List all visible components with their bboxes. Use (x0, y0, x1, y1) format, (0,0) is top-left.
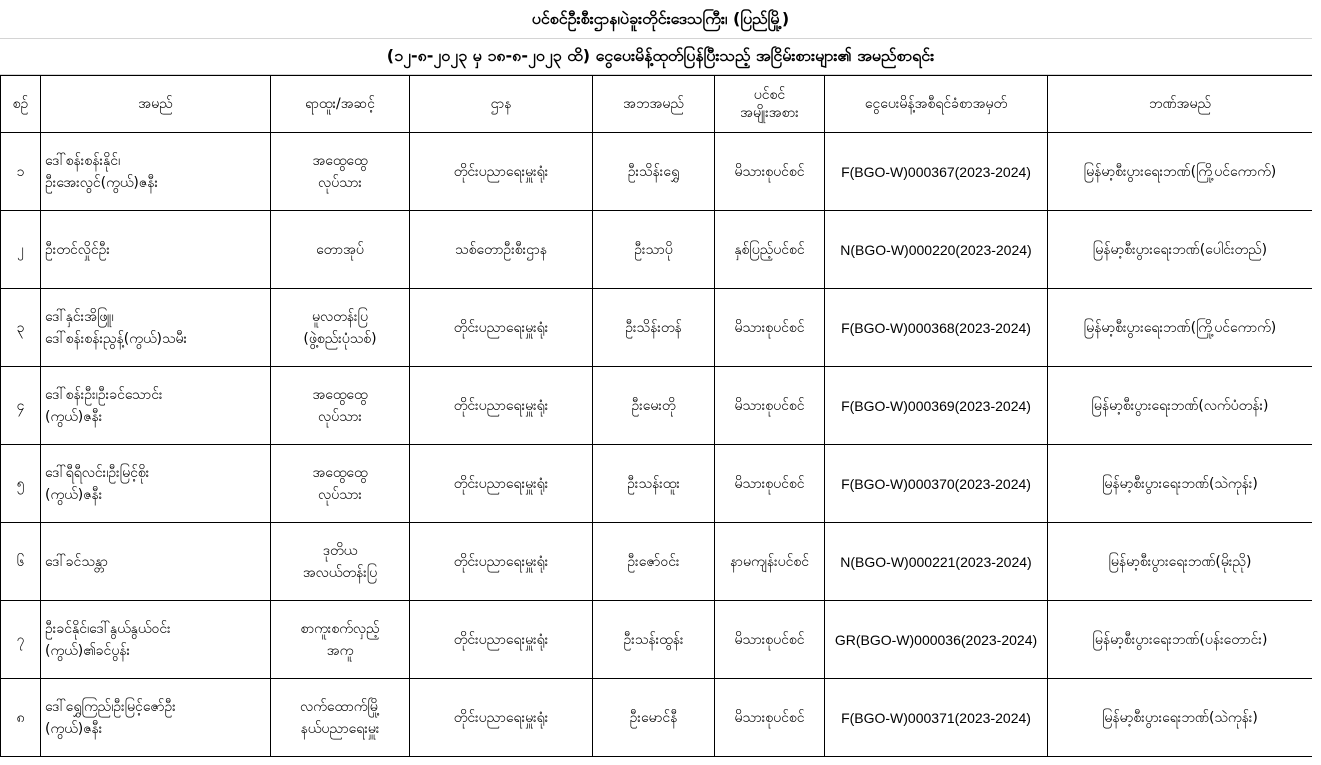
table-body (1, 133, 1313, 757)
table-row (1, 601, 1313, 679)
cell-father[interactable]: ဦးသန်းထူး (593, 445, 715, 523)
cell-department[interactable]: တိုင်းပညာရေးမှူးရုံး (410, 679, 593, 757)
cell-pension-type[interactable]: မိသားစုပင်စင် (715, 367, 825, 445)
cell-rank-line1: အထွေထွေ (312, 152, 368, 169)
cell-pension-type[interactable]: မိသားစုပင်စင် (715, 289, 825, 367)
cell-name[interactable] (41, 133, 271, 211)
cell-name-line2: ဒေါ်စန်းစန်းညွန့်(ကွယ်)သမီး (45, 330, 188, 347)
cell-rank[interactable] (271, 289, 410, 367)
cell-rank[interactable] (271, 601, 410, 679)
table-row (1, 445, 1313, 523)
cell-name[interactable] (41, 601, 271, 679)
cell-bank[interactable]: မြန်မာ့စီးပွားရေးဘဏ်(ပန်းတောင်း) (1048, 601, 1313, 679)
cell-bank[interactable]: မြန်မာ့စီးပွားရေးဘဏ်(ပေါင်းတည်) (1048, 211, 1313, 289)
cell-rank-line2: လုပ်သား (318, 408, 362, 425)
cell-department[interactable]: တိုင်းပညာရေးမှူးရုံး (410, 445, 593, 523)
cell-rank-line1: လက်ထောက်မြို့ (300, 698, 380, 715)
cell-name[interactable] (41, 679, 271, 757)
header-father[interactable]: အဘအမည် (593, 76, 715, 133)
cell-name-line2: (ကွယ်)ဇနီး (45, 486, 103, 503)
cell-name-line1: ဒေါ်နှင်းအိဖြူ၊ (45, 308, 114, 325)
header-pension-type[interactable] (715, 76, 825, 133)
header-rank[interactable]: ရာထူး/အဆင့် (271, 76, 410, 133)
cell-permit[interactable]: GR(BGO-W)000036(2023-2024) (825, 601, 1048, 679)
table-row (1, 367, 1313, 445)
cell-name-line1: ဦးခင်နိုင်၊ဒေါ်နွယ်နွယ်ဝင်း (45, 620, 171, 637)
cell-permit[interactable]: F(BGO-W)000368(2023-2024) (825, 289, 1048, 367)
cell-name-line2: ဦးအေးလွင်(ကွယ်)ဇနီး (45, 174, 159, 191)
cell-bank[interactable]: မြန်မာ့စီးပွားရေးဘဏ်(သဲကုန်း) (1048, 445, 1313, 523)
cell-rank-line2: လုပ်သား (318, 174, 362, 191)
cell-department[interactable]: တိုင်းပညာရေးမှူးရုံး (410, 289, 593, 367)
cell-name[interactable] (41, 367, 271, 445)
cell-bank[interactable]: မြန်မာ့စီးပွားရေးဘဏ်(လက်ပံတန်း) (1048, 367, 1313, 445)
cell-father[interactable]: ဦးသန်းထွန်း (593, 601, 715, 679)
cell-name[interactable] (41, 289, 271, 367)
header-name[interactable]: အမည် (41, 76, 271, 133)
header-no[interactable]: စဉ် (1, 76, 41, 133)
cell-name-line1: ဒေါ်ရွှေကြည်၊ဦးမြင့်ဇော်ဦး (45, 698, 176, 715)
cell-no[interactable]: ၂ (1, 211, 41, 289)
header-row (1, 76, 1313, 133)
cell-no[interactable]: ၅ (1, 445, 41, 523)
cell-no[interactable]: ၄ (1, 367, 41, 445)
cell-name-line2: (ကွယ်)၏ခင်ပွန်း (45, 642, 131, 659)
cell-bank[interactable]: မြန်မာ့စီးပွားရေးဘဏ်(ကြို့ပင်ကောက်) (1048, 133, 1313, 211)
cell-name-line1: ဒေါ်စန်းဦး၊ဦးခင်သောင်း (45, 386, 163, 403)
cell-pension-type[interactable]: မိသားစုပင်စင် (715, 445, 825, 523)
cell-bank[interactable]: မြန်မာ့စီးပွားရေးဘဏ်(သဲကုန်း) (1048, 679, 1313, 757)
cell-permit[interactable]: F(BGO-W)000369(2023-2024) (825, 367, 1048, 445)
cell-no[interactable]: ၆ (1, 523, 41, 601)
cell-rank[interactable] (271, 211, 410, 289)
cell-name-line2: (ကွယ်)ဇနီး (45, 720, 103, 737)
cell-name-line2: (ကွယ်)ဇနီး (45, 408, 103, 425)
cell-father[interactable]: ဦးဇော်ဝင်း (593, 523, 715, 601)
table-row (1, 133, 1313, 211)
cell-rank-line2: နယ်ပညာရေးမှူး (300, 720, 380, 737)
cell-name[interactable] (41, 211, 271, 289)
cell-rank-line2: အလယ်တန်းပြ (302, 564, 378, 581)
cell-bank[interactable]: မြန်မာ့စီးပွားရေးဘဏ်(မိုးညို) (1048, 523, 1313, 601)
cell-father[interactable]: ဦးမေးတို (593, 367, 715, 445)
pension-list-table (0, 75, 1313, 757)
cell-father[interactable]: ဦးမောင်နီ (593, 679, 715, 757)
cell-department[interactable]: တိုင်းပညာရေးမှူးရုံး (410, 601, 593, 679)
cell-pension-type[interactable]: နှစ်ပြည့်ပင်စင် (715, 211, 825, 289)
sheet-title: ပင်စင်ဦးစီးဌာန၊ပဲခူးတိုင်းဒေသကြီး၊ (ပြည်မြို့) (0, 0, 1321, 39)
cell-bank[interactable]: မြန်မာ့စီးပွားရေးဘဏ်(ကြို့ပင်ကောက်) (1048, 289, 1313, 367)
cell-rank[interactable] (271, 367, 410, 445)
header-bank[interactable]: ဘဏ်အမည် (1048, 76, 1313, 133)
cell-no[interactable]: ၁ (1, 133, 41, 211)
cell-pension-type[interactable]: မိသားစုပင်စင် (715, 679, 825, 757)
cell-rank-line1: အထွေထွေ (312, 464, 368, 481)
header-pension-type-line1: ပင်စင် (753, 87, 786, 103)
cell-pension-type[interactable]: မိသားစုပင်စင် (715, 133, 825, 211)
cell-permit[interactable]: N(BGO-W)000220(2023-2024) (825, 211, 1048, 289)
cell-permit[interactable]: N(BGO-W)000221(2023-2024) (825, 523, 1048, 601)
cell-rank-line2: အကူ (326, 642, 354, 659)
cell-department[interactable]: တိုင်းပညာရေးမှူးရုံး (410, 523, 593, 601)
cell-no[interactable]: ၈ (1, 679, 41, 757)
cell-rank[interactable] (271, 133, 410, 211)
cell-name-line1: ဒေါ်စန်းစန်းနိုင်၊ (45, 152, 121, 169)
cell-rank[interactable] (271, 445, 410, 523)
header-permit[interactable]: ငွေပေးမိန့်အစီရင်ခံစာအမှတ် (825, 76, 1048, 133)
cell-department[interactable]: တိုင်းပညာရေးမှူးရုံး (410, 367, 593, 445)
cell-no[interactable]: ၃ (1, 289, 41, 367)
cell-father[interactable]: ဦးသိန်းရွှေ (593, 133, 715, 211)
sheet-subtitle: (၁၂-၈-၂၀၂၃ မှ ၁၈-၈-၂၀၂၃ ထိ) ငွေပေးမိန့်ထုတ်ပြန်ပြီးသည့် အငြိမ်းစားများ၏ အမည်စာရင်း (0, 39, 1321, 75)
cell-rank[interactable] (271, 523, 410, 601)
cell-rank-line1: မူလတန်းပြ (312, 308, 368, 325)
cell-name-line1: ဒေါ်ရီရီလင်း၊ဦးမြင့်စိုး (45, 464, 150, 481)
cell-pension-type[interactable]: နာမကျန်းပင်စင် (715, 523, 825, 601)
cell-rank[interactable] (271, 679, 410, 757)
cell-rank-line2: လုပ်သား (318, 486, 362, 503)
table-row (1, 289, 1313, 367)
cell-rank-line1: တောအုပ် (316, 241, 364, 258)
cell-name[interactable] (41, 445, 271, 523)
header-department[interactable]: ဌာန (410, 76, 593, 133)
cell-no[interactable]: ၇ (1, 601, 41, 679)
cell-father[interactable]: ဦးသာပို (593, 211, 715, 289)
cell-name-line1: ဦးတင်လှိုင်ဦး (45, 241, 110, 258)
cell-name-line1: ဒေါ်ခင်သန္တာ (45, 553, 108, 570)
cell-department[interactable]: တိုင်းပညာရေးမှူးရုံး (410, 133, 593, 211)
cell-father[interactable]: ဦးသိန်းတန် (593, 289, 715, 367)
cell-department[interactable]: သစ်တောဦးစီးဌာန (410, 211, 593, 289)
cell-rank-line2: (ဖွဲ့စည်းပုံသစ်) (303, 330, 377, 347)
cell-pension-type[interactable]: မိသားစုပင်စင် (715, 601, 825, 679)
cell-rank-line1: စာကူးစက်လှည့် (300, 620, 380, 637)
cell-permit[interactable]: F(BGO-W)000370(2023-2024) (825, 445, 1048, 523)
cell-rank-line1: ဒုတိယ (322, 542, 358, 559)
table-row (1, 679, 1313, 757)
header-pension-type-line2: အမျိုးအစား (740, 105, 799, 121)
table-row (1, 211, 1313, 289)
cell-rank-line1: အထွေထွေ (312, 386, 368, 403)
sheet-margin (1312, 0, 1321, 765)
cell-permit[interactable]: F(BGO-W)000367(2023-2024) (825, 133, 1048, 211)
table-row (1, 523, 1313, 601)
cell-name[interactable] (41, 523, 271, 601)
cell-permit[interactable]: F(BGO-W)000371(2023-2024) (825, 679, 1048, 757)
